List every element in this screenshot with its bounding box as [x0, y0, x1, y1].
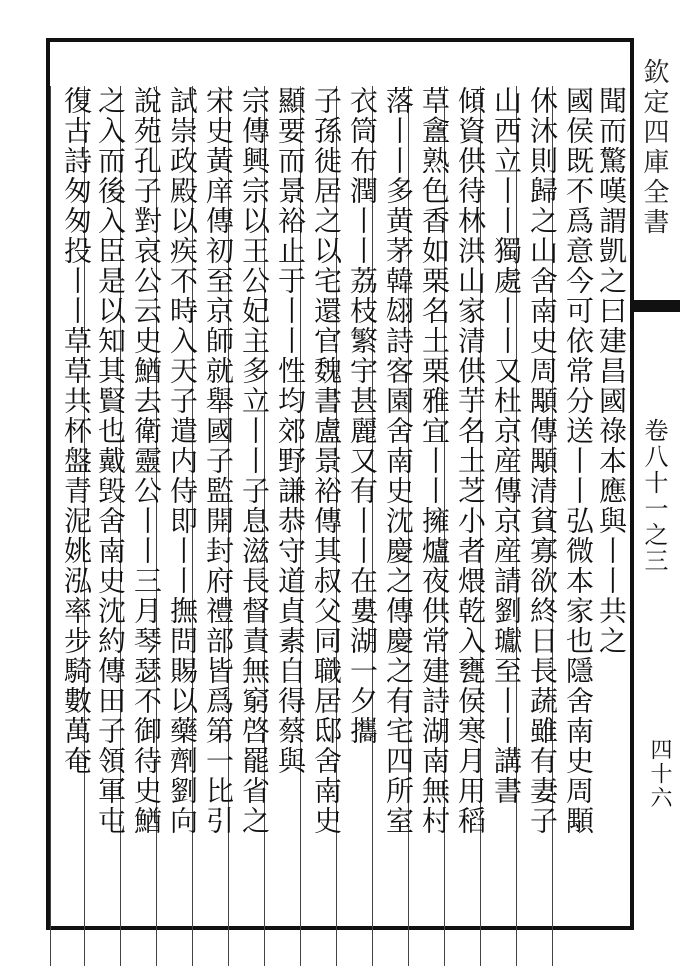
- column-text: 聞而驚嘆謂凱之曰建昌國祿本應與丨丨共之: [595, 86, 628, 656]
- volume-label: 卷八十一之三: [640, 418, 668, 574]
- column-text: 宗傳興宗以王公妃主多立丨丨子息滋長督責無窮啓罷省之: [238, 86, 271, 836]
- column-text: 草盦熟色香如栗名土栗雅宜丨丨擁爐夜供常建詩湖南無村: [418, 86, 451, 836]
- column-text: 國侯既不爲意今可依常分送丨丨弘微本家也隱舍南史周顒: [562, 86, 595, 836]
- column-text: 之入而後入臣是以知其賢也戴毁舍南史沈約傳田子領軍屯: [94, 86, 127, 836]
- column-text: 子孫徙居之以宅還官魏書盧景裕傳其叔父同職居邸舍南史: [310, 86, 343, 836]
- text-column-16: [50, 86, 101, 966]
- page-number: 四十六: [647, 738, 672, 810]
- page-margin: [634, 38, 680, 930]
- text-frame: [46, 38, 634, 930]
- column-text: 休沐則歸之山舍南史周顒傳顒清貧寡欲終日長蔬雖有妻子: [526, 86, 559, 836]
- column-text: 衣筒布潤丨丨荔枝繁宇甚麗又有丨丨在婁湖一夕攜: [346, 86, 379, 746]
- book-title: 欽定四庫全書: [639, 58, 669, 238]
- margin-divider: [634, 300, 680, 312]
- column-text: 試崇政殿以疾不時入天子遣内侍即丨丨撫問賜以藥劑劉向: [166, 86, 199, 836]
- column-text: 顯要而景裕止于丨丨性均郊野謙恭守道貞素自得蔡與: [274, 86, 307, 776]
- column-text: 傾資供待林洪山家清供芋名土芝小者煨乾入甕侯寒月用稻: [454, 86, 487, 836]
- column-text: 山西立丨丨獨處丨丨又杜京産傳京産請劉瓛至丨丨講書: [490, 86, 523, 806]
- column-text: 宋史黃庠傳初至京師就舉國子監開封府禮部皆爲第一比引: [202, 86, 235, 836]
- column-text: 說苑孔子對哀公云史鰌去衛靈公丨丨三月琴瑟不御待史鰌: [130, 86, 163, 836]
- column-text: 復古詩匆匆投丨丨草草共杯盤青泥姚泓率步騎數萬奄: [60, 86, 93, 776]
- column-text: 落丨丨多黄茅韓翃詩客園舍南史沈慶之傳慶之有宅四所室: [382, 86, 415, 836]
